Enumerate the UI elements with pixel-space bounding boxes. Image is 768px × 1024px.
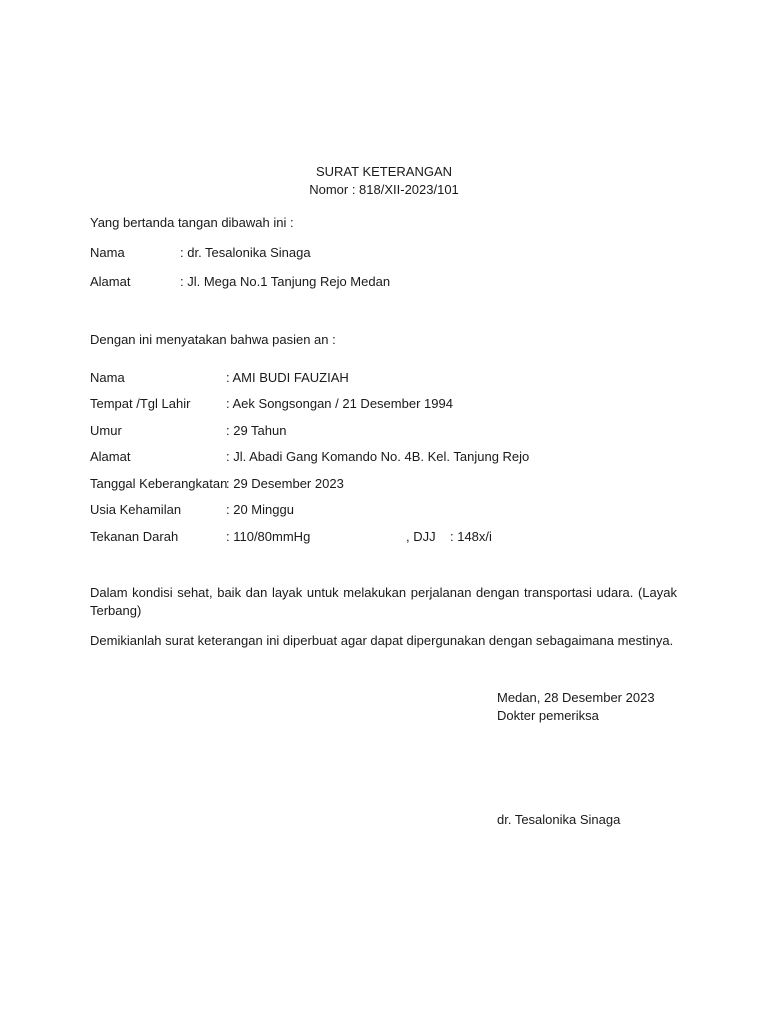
signature-name: dr. Tesalonika Sinaga — [497, 812, 621, 827]
doctor-name-label: Nama — [90, 245, 125, 260]
patient-departure-value: : 29 Desember 2023 — [226, 476, 344, 491]
patient-departure-label: Tanggal Keberangkatan — [90, 476, 228, 491]
closing-statement: Demikianlah surat keterangan ini diperbuat agar dapat dipergunakan dengan sebagaimana mestinya. — [90, 633, 674, 648]
djj-value: : 148x/i — [450, 529, 492, 544]
patient-birth-label: Tempat /Tgl Lahir — [90, 396, 191, 411]
patient-bp-value: : 110/80mmHg — [226, 529, 311, 544]
patient-pregnancy-value: : 20 Minggu — [226, 502, 294, 517]
doctor-address-label: Alamat — [90, 274, 131, 289]
patient-address-value: : Jl. Abadi Gang Komando No. 4B. Kel. Tanjung Rejo — [226, 449, 530, 464]
patient-name-label: Nama — [90, 370, 125, 385]
doctor-intro: Yang bertanda tangan dibawah ini : — [90, 215, 294, 230]
health-statement: Dalam kondisi sehat, baik dan layak untuk melakukan perjalanan dengan transportasi udara. (Layak Terbang) — [90, 585, 677, 618]
patient-intro: Dengan ini menyatakan bahwa pasien an : — [90, 332, 336, 347]
patient-name-value: : AMI BUDI FAUZIAH — [226, 370, 349, 385]
djj-label: , DJJ — [406, 529, 436, 544]
patient-birth-value: : Aek Songsongan / 21 Desember 1994 — [226, 396, 453, 411]
patient-bp-row — [90, 528, 510, 546]
patient-age-value: : 29 Tahun — [226, 423, 287, 438]
doctor-name-value: : dr. Tesalonika Sinaga — [180, 245, 311, 260]
document-number: Nomor : 818/XII-2023/101 — [309, 182, 459, 197]
patient-age-label: Umur — [90, 423, 122, 438]
signature-place-date: Medan, 28 Desember 2023 — [497, 690, 655, 705]
patient-address-label: Alamat — [90, 449, 131, 464]
signature-role: Dokter pemeriksa — [497, 708, 599, 723]
patient-pregnancy-label: Usia Kehamilan — [90, 502, 182, 517]
document-title: SURAT KETERANGAN — [315, 164, 453, 179]
doctor-address-value: : Jl. Mega No.1 Tanjung Rejo Medan — [180, 274, 391, 289]
patient-bp-label: Tekanan Darah — [90, 529, 179, 544]
